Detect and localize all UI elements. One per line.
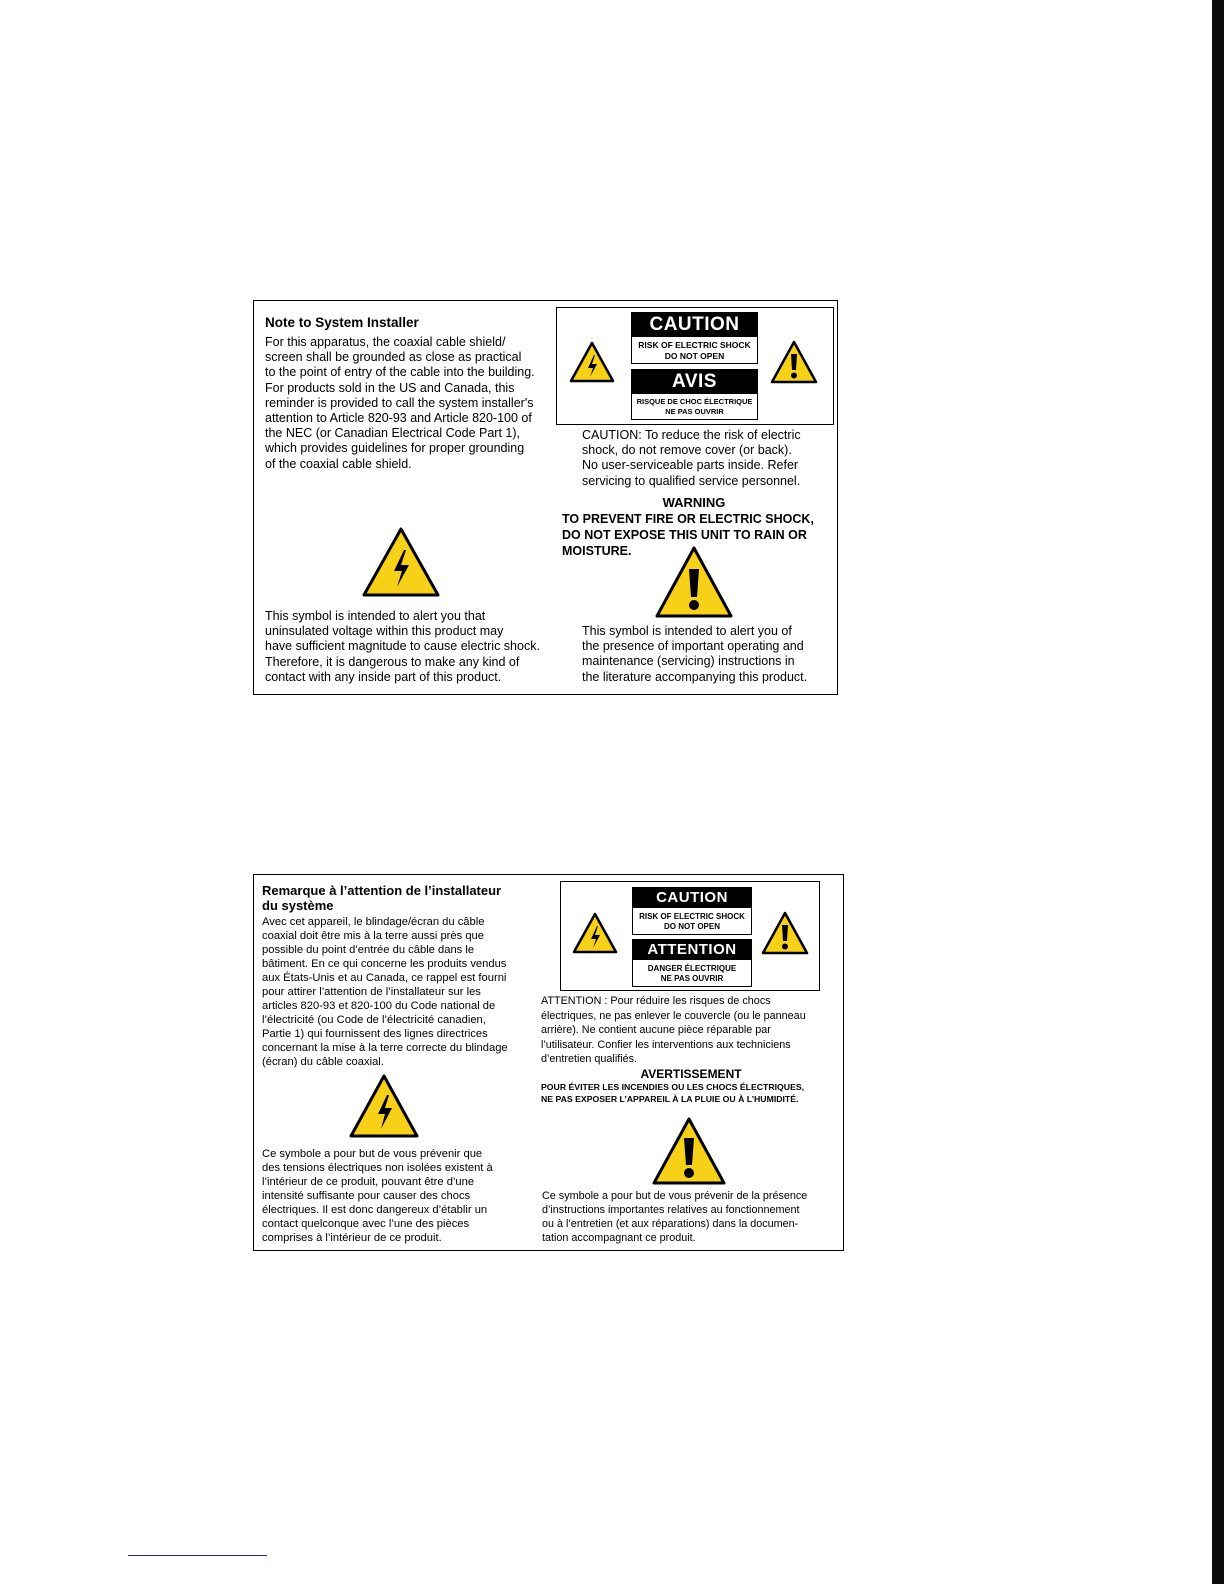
english-safety-panel [253, 300, 838, 695]
exclamation-symbol-icon-fr [651, 1116, 727, 1186]
caution-tag [631, 312, 758, 364]
warning-text-fr: POUR ÉVITER LES INCENDIES OU LES CHOCS ÉLECTRIQUES, NE PAS EXPOSER L’APPAREIL À LA PLUIE OU À L’HUMIDITÉ. [541, 1082, 805, 1104]
warning-title: WARNING [662, 495, 726, 510]
lightning-explanation-fr: Ce symbole a pour but de vous prévenir que des tensions électriques non isolées existent à l’intérieur de ce produit, pouvant être d’une intensité suffisante pour causer des chocs électriques. Il est donc dangereux d’établir un contact quelconque avec l’une des pièces comprises à l’intérieur de ce produit. [262, 1148, 493, 1244]
page-edge-bar [1212, 0, 1224, 1584]
note-title: Note to System Installer [265, 315, 419, 330]
note-body: For this apparatus, the coaxial cable shield/ screen shall be grounded as close as practical to the point of entry of the cable into the building. For products sold in the US and Canada, this reminder is provided to call the system installer's attention to Article 820-93 and Article 820-100 of the NEC (or Canadian Electrical Code Part 1), which provides guidelines for proper grounding of the coaxial cable shield. [265, 335, 535, 471]
exclamation-warning-icon-fr [761, 911, 809, 955]
footnote-rule [128, 1555, 267, 1556]
attention-tag-fr [632, 939, 752, 987]
caution-tag-heading-fr: CAUTION [633, 888, 751, 908]
caution-tag-fr [632, 887, 752, 935]
caution-tag-subtext: RISK OF ELECTRIC SHOCK DO NOT OPEN [638, 340, 751, 361]
lightning-symbol-icon-fr [348, 1073, 420, 1139]
exclamation-explanation-fr: Ce symbole a pour but de vous prévenir de la présence d’instructions importantes relatives au fonctionnement ou à l’entretien (et aux réparations) dans la documen- tation accompagnant ce produit. [542, 1190, 808, 1244]
caution-tag-heading: CAUTION [632, 313, 757, 337]
attention-text-fr: ATTENTION : Pour réduire les risques de chocs électriques, ne pas enlever le couvercle (ou le panneau arrière). Ne contient aucune pièce réparable par l’utilisateur. Confier les interventions aux techniciens d’entretien qualifiés. [541, 995, 806, 1065]
exclamation-symbol-icon [654, 545, 734, 619]
avis-tag-subtext: RISQUE DE CHOC ÉLECTRIQUE NE PAS OUVRIR [636, 397, 753, 416]
lightning-warning-icon [569, 341, 615, 383]
avis-tag-heading: AVIS [632, 370, 757, 394]
exclamation-warning-icon [770, 340, 818, 384]
french-safety-panel [253, 874, 844, 1251]
caution-tag-subtext-fr: RISK OF ELECTRIC SHOCK DO NOT OPEN [639, 912, 745, 931]
warning-title-fr: AVERTISSEMENT [640, 1067, 742, 1081]
lightning-explanation: This symbol is intended to alert you that uninsulated voltage within this product may have sufficient magnitude to cause electric shock. Therefore, it is dangerous to make any kind of contact with any inside part of this product. [265, 609, 540, 684]
note-title-fr: Remarque à l’attention de l’installateur du système [262, 883, 502, 913]
caution-text: CAUTION: To reduce the risk of electric shock, do not remove cover (or back). No user-serviceable parts inside. Refer servicing to qualified service personnel. [582, 428, 801, 488]
warning-label-fr [560, 881, 820, 991]
lightning-symbol-icon [361, 526, 441, 598]
warning-label [556, 307, 834, 425]
attention-tag-subtext-fr: DANGER ÉLECTRIQUE NE PAS OUVRIR [647, 964, 737, 983]
exclamation-explanation: This symbol is intended to alert you of the presence of important operating and maintenance (servicing) instructions in the literature accompanying this product. [582, 624, 808, 684]
avis-tag [631, 369, 758, 420]
note-body-fr: Avec cet appareil, le blindage/écran du câble coaxial doit être mis à la terre aussi près que possible du point d’entrée du câble dans le bâtiment. En ce qui concerne les produits vendus aux États-Unis et au Canada, ce rappel est fourni pour attirer l’attention de l’installateur sur les articles 820-93 et 820-100 du Code national de l’électricité (ou Code de l’électricité canadien, Partie 1) qui fournissent des lignes directrices concernant la mise à la terre correcte du blindage (écran) du câble coaxial. [262, 916, 508, 1068]
lightning-warning-icon-fr [572, 912, 618, 954]
attention-tag-heading-fr: ATTENTION [633, 940, 751, 960]
warning-text: TO PREVENT FIRE OR ELECTRIC SHOCK, DO NOT EXPOSE THIS UNIT TO RAIN OR MOISTURE. [562, 512, 814, 558]
